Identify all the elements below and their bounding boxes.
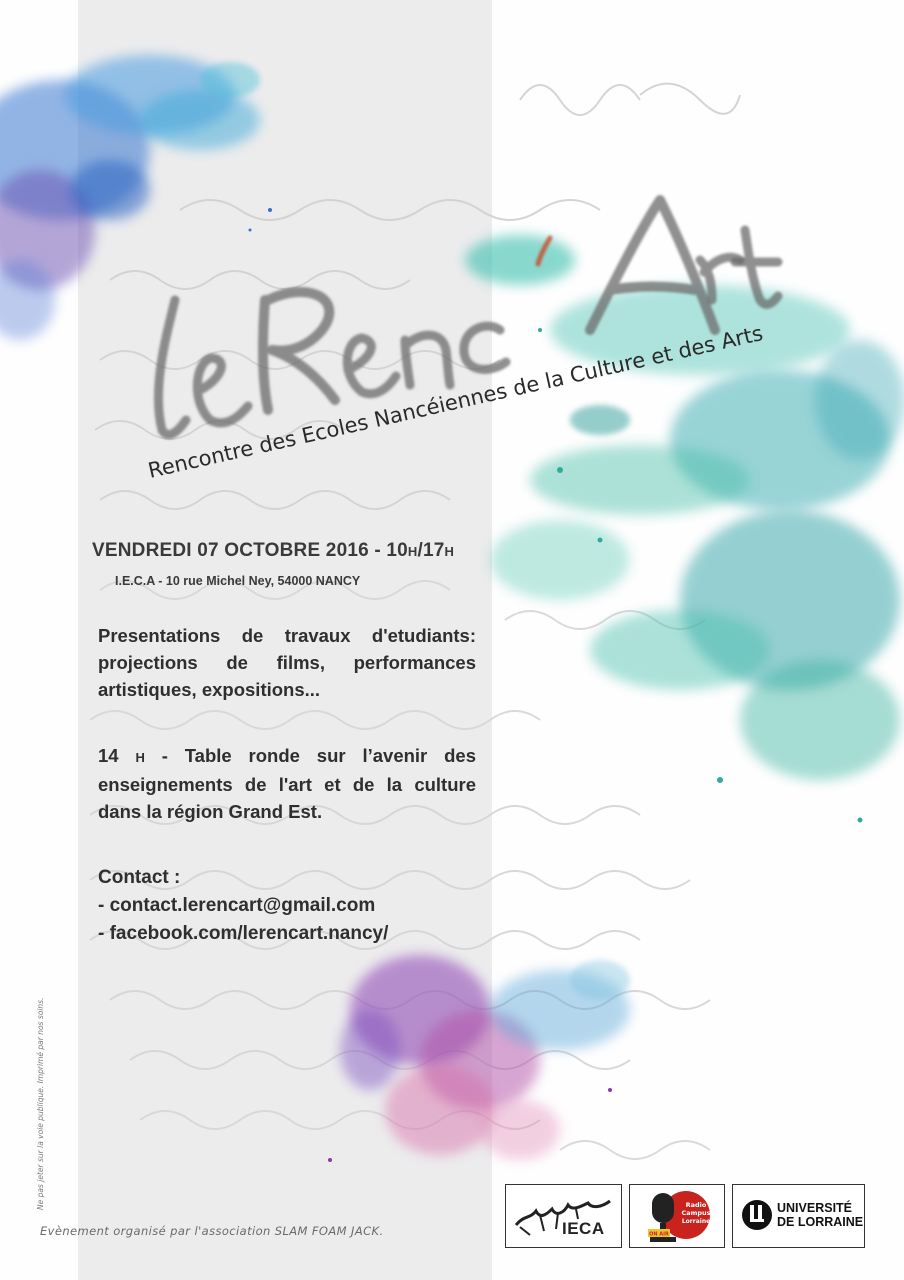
watercolor-purple	[328, 955, 630, 1162]
svg-text:Radio: Radio	[685, 1201, 707, 1209]
svg-text:Lorraine: Lorraine	[681, 1218, 711, 1225]
ieca-logo: IECA	[505, 1184, 622, 1248]
watercolor-blue	[0, 55, 272, 340]
side-note: Ne pas jeter sur la voie publique. Imprimé par nos soins.	[36, 997, 45, 1210]
presentations-text: Presentations de travaux d'etudiants: projections de films, performances artistiques, expositions...	[98, 625, 476, 700]
radio-microphone-icon	[630, 1185, 725, 1248]
ul-emblem-icon	[737, 1185, 777, 1248]
watercolor-teal	[465, 235, 904, 823]
svg-text:ON AIR: ON AIR	[649, 1231, 669, 1238]
radio-campus-logo	[629, 1184, 725, 1248]
footer-credit: Evènement organisé par l'association SLAM FOAM JACK.	[40, 1224, 384, 1238]
event-date: VENDREDI 07 OCTOBRE 2016 - 10H/17H	[92, 540, 455, 561]
contact-block	[98, 864, 388, 948]
event-address: I.E.C.A - 10 rue Michel Ney, 54000 NANCY	[115, 574, 361, 588]
svg-text:Campus: Campus	[681, 1209, 711, 1217]
contact-heading: Contact :	[98, 867, 181, 888]
universite-lorraine-logo: UNIVERSITÉ DE LORRAINE	[732, 1184, 865, 1248]
round-table-text: 14 H - Table ronde sur l’avenir des enseignements de l'art et de la culture dans la région Grand Est.	[98, 745, 476, 822]
contact-email-link[interactable]: - contact.lerencart@gmail.com	[98, 895, 376, 916]
contact-facebook-link[interactable]: - facebook.com/lerencart.nancy/	[98, 923, 389, 944]
event-subtitle: Rencontre des Ecoles Nancéiennes de la Culture et des Arts	[145, 321, 766, 483]
